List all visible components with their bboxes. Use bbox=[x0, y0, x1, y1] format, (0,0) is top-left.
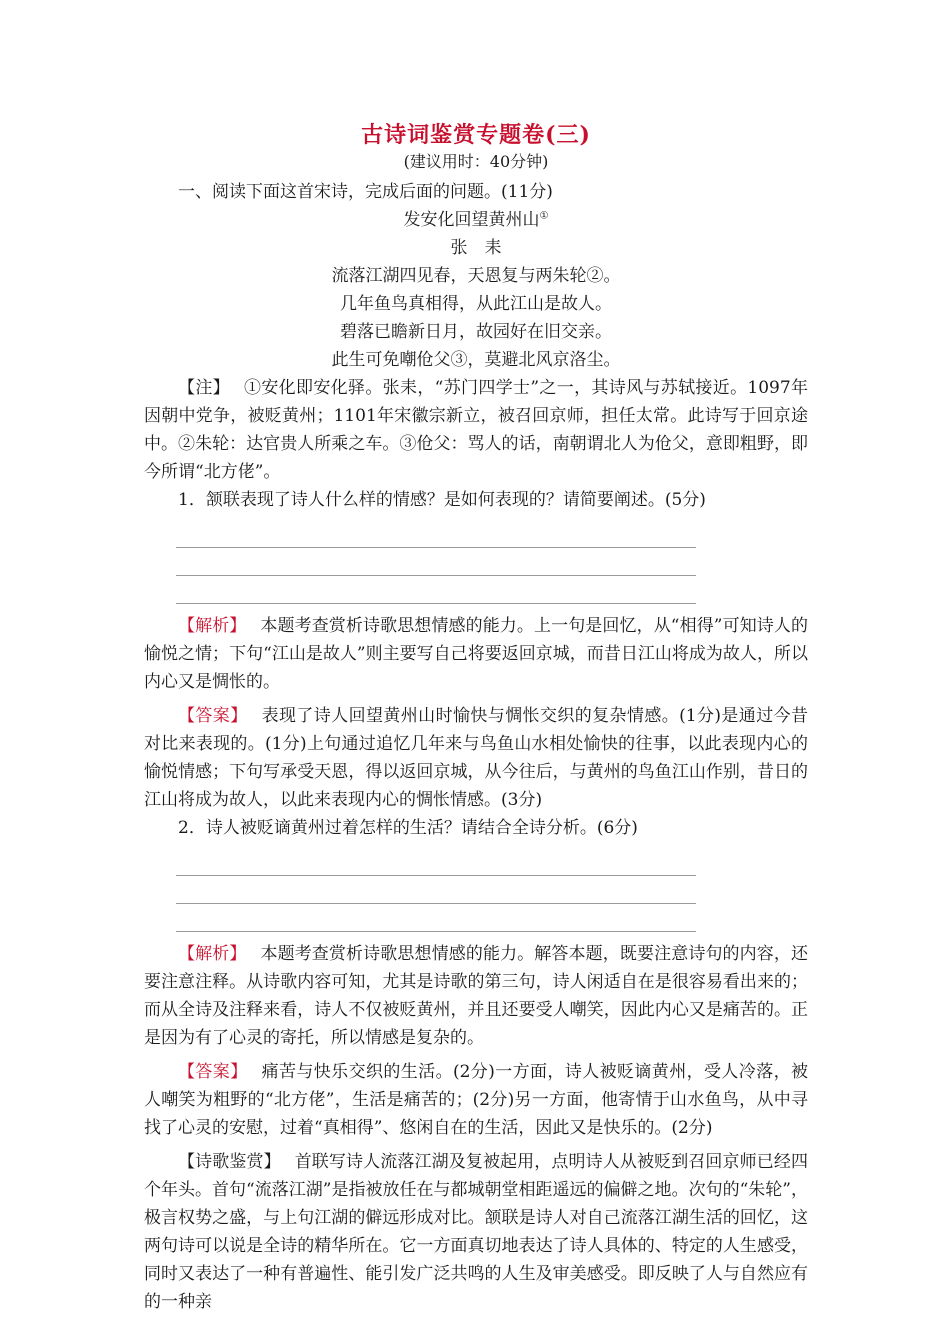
answer-line[interactable] bbox=[176, 876, 696, 904]
appreciation-text: 首联写诗人流落江湖及复被起用，点明诗人从被贬到召回京师已经四个年头。首句“流落江湖”是指被放任在与都城朝堂相距遥远的偏僻之地。次句的“朱轮”，极言权势之盛，与上句江湖的僻远形成对比。颔联是诗人对自己流落江湖生活的回忆，这两句诗可以说是全诗的精华所在。它一方面真切地表达了诗人具体的、特定的人生感受，同时又表达了一种有普遍性、能引发广泛共鸣的人生及审美感受。即反映了人与自然应有的一种亲 bbox=[144, 1152, 809, 1312]
poem-title bbox=[144, 206, 808, 234]
analysis-label: 【解析】 bbox=[178, 944, 247, 964]
answer-1 bbox=[144, 702, 808, 814]
poem-title-text: 发安化回望黄州山 bbox=[403, 210, 540, 230]
answer-text: 痛苦与快乐交织的生活。(2分)一方面，诗人被贬谪黄州，受人冷落，被人嘲笑为粗野的“北方佬”，生活是痛苦的；(2分)另一方面，他寄情于山水鱼鸟，从中寻找了心灵的安慰，过着“真相得”、悠闲自在的生活，因此又是快乐的。(2分) bbox=[144, 1062, 808, 1138]
answer-line[interactable] bbox=[176, 520, 696, 548]
poem-line: 流落江湖四见春，天恩复与两朱轮②。 bbox=[331, 266, 621, 286]
document-content bbox=[144, 120, 808, 1316]
answer-label: 【答案】 bbox=[178, 1062, 248, 1082]
answer-line[interactable] bbox=[176, 548, 696, 576]
note-text: ①安化即安化驿。张耒，“苏门四学士”之一，其诗风与苏轼接近。1097年因朝中党争，被贬黄州；1101年宋徽宗新立，被召回京师，担任太常。此诗写于回京途中。②朱轮：达官贵人所乘之车。③伧父：骂人的话，南朝谓北人为伧父，意即粗野，即今所谓“北方佬”。 bbox=[144, 378, 809, 482]
poem-appreciation bbox=[144, 1148, 808, 1316]
answer-line[interactable] bbox=[176, 576, 696, 604]
analysis-label: 【解析】 bbox=[178, 616, 247, 636]
poem-note bbox=[144, 374, 808, 486]
analysis-text: 本题考查赏析诗歌思想情感的能力。解答本题，既要注意诗句的内容，还要注意注释。从诗歌内容可知，尤其是诗歌的第三句，诗人闲适自在是很容易看出来的；而从全诗及注释来看，诗人不仅被贬黄州，并且还要受人嘲笑，因此内心又是痛苦的。正是因为有了心灵的寄托，所以情感是复杂的。 bbox=[144, 944, 809, 1048]
poem-line: 碧落已瞻新日月，故园好在旧交亲。 bbox=[340, 322, 612, 342]
poem-line: 几年鱼鸟真相得，从此江山是故人。 bbox=[340, 294, 612, 314]
analysis-1 bbox=[144, 612, 808, 696]
poem-title-footnote: ① bbox=[539, 210, 549, 222]
note-label: 【注】 bbox=[178, 378, 231, 398]
answer-blank-2[interactable] bbox=[176, 848, 696, 932]
page-title: 古诗词鉴赏专题卷(三) bbox=[361, 122, 591, 148]
answer-label: 【答案】 bbox=[178, 706, 248, 726]
appreciation-label: 【诗歌鉴赏】 bbox=[178, 1152, 281, 1172]
section-heading: 一、阅读下面这首宋诗，完成后面的问题。(11分) bbox=[178, 182, 553, 202]
poem-line: 此生可免嘲伧父③，莫避北风京洛尘。 bbox=[331, 350, 621, 370]
analysis-2 bbox=[144, 940, 808, 1052]
answer-2 bbox=[144, 1058, 808, 1142]
poem-author: 张 耒 bbox=[450, 238, 502, 258]
answer-line[interactable] bbox=[176, 904, 696, 932]
analysis-text: 本题考查赏析诗歌思想情感的能力。上一句是回忆，从“相得”可知诗人的愉悦之情；下句“江山是故人”则主要写自己将要返回京城，而昔日江山将成为故人，所以内心又是惆怅的。 bbox=[144, 616, 808, 692]
answer-blank-1[interactable] bbox=[176, 520, 696, 604]
answer-line[interactable] bbox=[176, 848, 696, 876]
answer-text: 表现了诗人回望黄州山时愉快与惆怅交织的复杂情感。(1分)是通过今昔对比来表现的。(1分)上句通过追忆几年来与鸟鱼山水相处愉快的往事，以此表现内心的愉悦情感；下句写承受天恩，得以返回京城，从今往后，与黄州的鸟鱼江山作别，昔日的江山将成为故人，以此来表现内心的惆怅情感。(3分) bbox=[144, 706, 808, 810]
page-subtitle: (建议用时：40分钟) bbox=[403, 152, 549, 171]
question-2: 2．诗人被贬谪黄州过着怎样的生活？请结合全诗分析。(6分) bbox=[178, 818, 638, 838]
question-1: 1．颔联表现了诗人什么样的情感？是如何表现的？请简要阐述。(5分) bbox=[178, 490, 706, 510]
